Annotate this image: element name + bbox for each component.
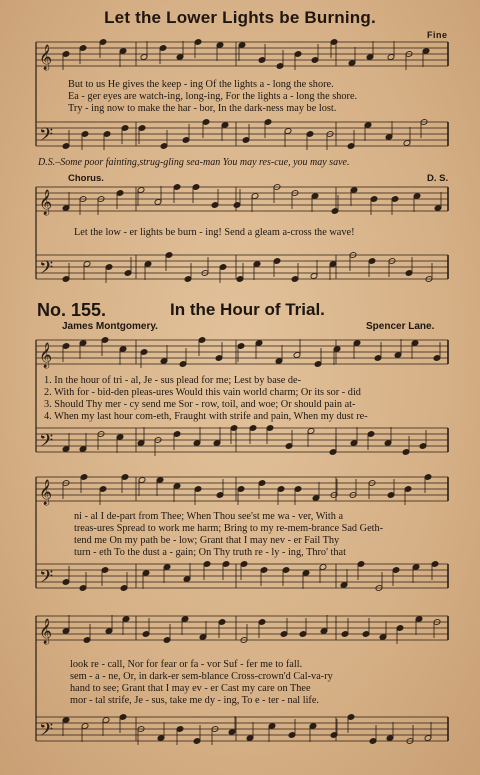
- ds-marking: D. S.: [427, 173, 449, 184]
- staff: [36, 615, 448, 644]
- staff: [36, 119, 448, 150]
- hymn-number: No. 155.: [37, 300, 107, 320]
- verse-line-1: look re - call, Nor for fear or fa - vor Suf - fer me to fall.: [70, 659, 303, 670]
- clef-icon: 𝄢: [39, 720, 54, 745]
- author-credit: James Montgomery.: [62, 321, 158, 332]
- chorus-lyric: Let the low - er lights be burn - ing! Send a gleam a-cross the wave!: [74, 227, 355, 238]
- verse-line-1: 1. In the hour of tri - al, Je - sus plead for me; Lest by base de-: [44, 375, 302, 386]
- verse-line-2: 2. With for - bid-den pleas-ures Would this vain world charm; Or its sor - did: [44, 387, 361, 398]
- composer-credit: Spencer Lane.: [366, 321, 435, 332]
- clef-icon: 𝄞: [39, 619, 53, 644]
- clef-icon: 𝄞: [39, 45, 53, 70]
- staff: [36, 252, 448, 283]
- verse-line-3: hand to see; Grant that I may ev - er Cast my care on Thee: [70, 683, 311, 694]
- fine-marking: Fine: [427, 30, 448, 40]
- clef-icon: 𝄢: [39, 258, 54, 283]
- verse-line-1: ni - al I de-part from Thee; When Thou see'st me wa - ver, With a: [74, 511, 344, 522]
- verse-line-2: sem - a - ne, Or, in dark-er sem-blance Cross-crown'd Cal-va-ry: [70, 671, 333, 682]
- verse-line-4: turn - eth To the dust a - gain; On Thy truth re - ly - ing, Thro' that: [74, 547, 346, 558]
- verse-line-4: mor - tal strife, Je - sus, take me dy - ing, To e - ter - nal life.: [70, 695, 320, 706]
- clef-icon: 𝄢: [39, 431, 54, 456]
- clef-icon: 𝄞: [39, 343, 53, 368]
- staff: [36, 714, 448, 745]
- clef-icon: 𝄢: [39, 125, 54, 150]
- staff: [36, 474, 448, 505]
- verse-line-3: tend me On my path be - low; Grant that I may nev - er Fail Thy: [74, 535, 340, 546]
- clef-icon: 𝄞: [39, 190, 53, 215]
- clef-icon: 𝄢: [39, 567, 54, 592]
- clef-icon: 𝄞: [39, 480, 53, 505]
- verse-line-1: But to us He gives the keep - ing Of the lights a - long the shore.: [68, 79, 334, 90]
- chorus-label: Chorus.: [68, 173, 104, 184]
- verse-line-2: Ea - ger eyes are watch-ing, long-ing, For the lights a - long the shore.: [68, 91, 358, 102]
- verse-line-3: 3. Should Thy mer - cy send me Sor - row, toil, and woe; Or should pain at-: [44, 399, 356, 410]
- staff: [36, 337, 448, 368]
- verse-line-3: Try - ing now to make the har - bor, In the dark-ness may be lost.: [68, 103, 337, 114]
- staff: [36, 425, 448, 456]
- verse-line-4: 4. When my last hour com-eth, Fraught with strife and pain, When my dust re-: [44, 411, 368, 422]
- ds-lyric-line: D.S.–Some poor fainting,strug-gling sea-man You may res-cue, you may save.: [38, 157, 350, 168]
- verse-line-2: treas-ures Spread to work me harm; Bring to my re-mem-brance Sad Geth-: [74, 523, 384, 534]
- staff: [36, 184, 448, 215]
- staff: [36, 561, 448, 592]
- hymn-title: In the Hour of Trial.: [170, 300, 325, 319]
- staff: [36, 39, 448, 70]
- hymn-title: Let the Lower Lights be Burning.: [104, 8, 376, 27]
